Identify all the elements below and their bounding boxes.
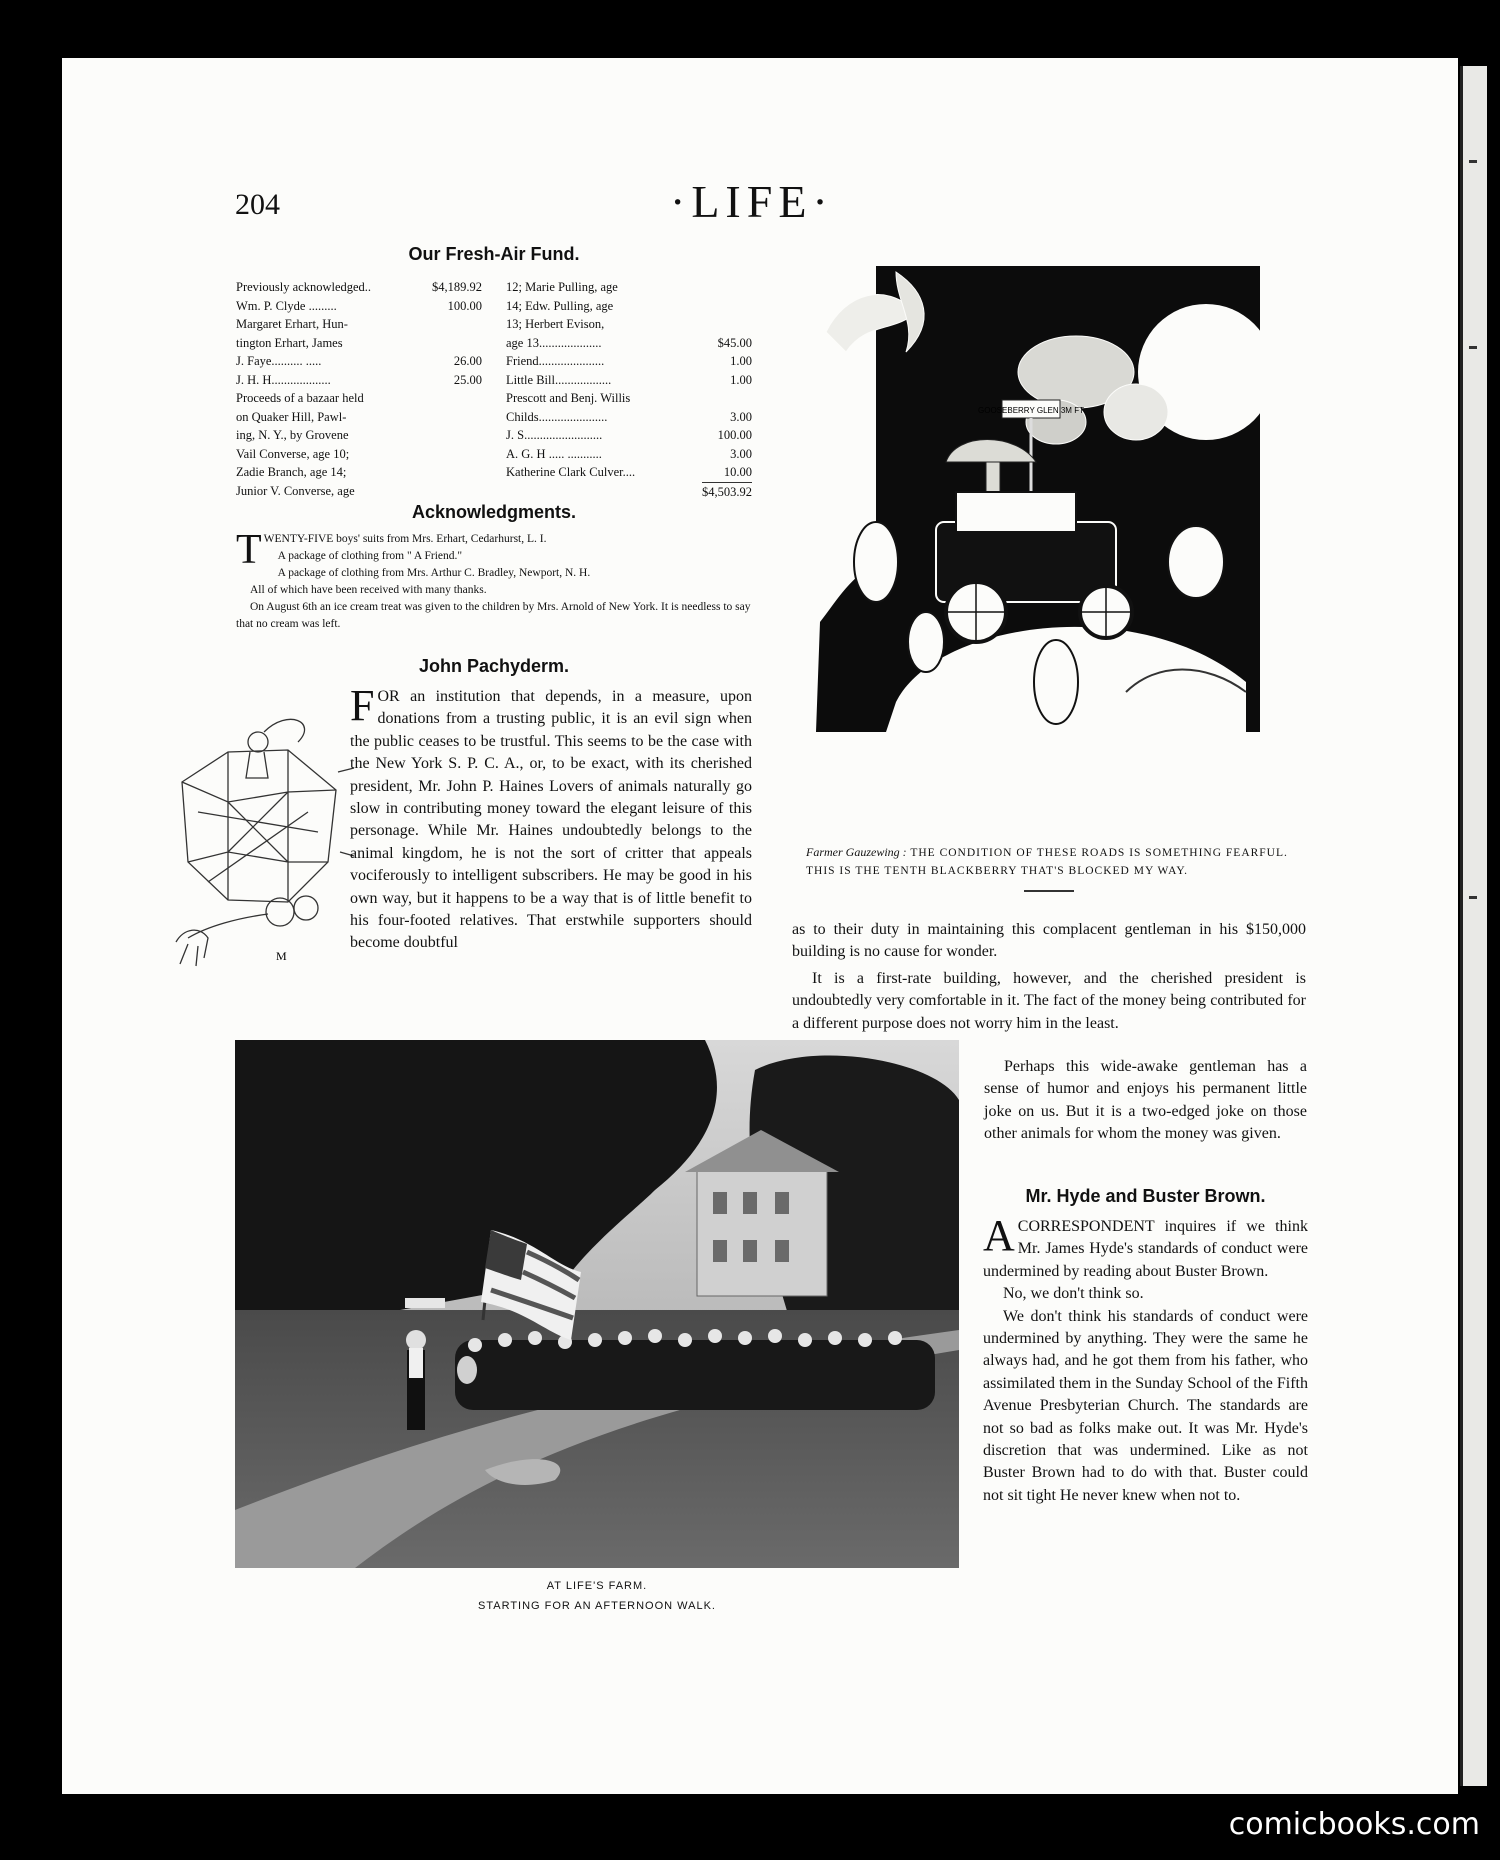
fund-donor: Junior V. Converse, age <box>236 483 355 498</box>
fund-amount <box>436 482 482 501</box>
fund-row <box>506 463 752 482</box>
acknowledgments-heading: Acknowledgments. <box>411 502 577 522</box>
photo-caption-line1: AT LIFE'S FARM. <box>546 1580 648 1592</box>
fund-donor: 14; Edw. Pulling, age <box>506 298 614 313</box>
fund-donor: Friend..................... <box>506 354 605 368</box>
fund-donor: J. H. H................... <box>236 372 331 387</box>
jp-continued-paragraph: Perhaps this wide-awake gentleman has a sense of humor and enjoys his permanent little joke on us. But it is a two-edged joke on those other animals for whom the money was given. <box>984 1058 1307 1143</box>
fund-amount: 25.00 <box>453 372 482 387</box>
fund-row <box>236 371 482 390</box>
fund-amount: 1.00 <box>730 372 752 387</box>
fund-row <box>236 445 482 464</box>
fund-amount <box>436 426 482 445</box>
fund-row <box>236 463 482 482</box>
ack-dropcap: T <box>236 527 262 573</box>
fund-left-column <box>236 278 482 500</box>
fund-row <box>506 445 752 464</box>
fund-row <box>506 426 752 445</box>
fund-amount: $45.00 <box>717 335 752 350</box>
fund-amount <box>706 315 752 334</box>
fund-donor: Margaret Erhart, Hun- <box>236 317 348 331</box>
hyde-heading: Mr. Hyde and Buster Brown. <box>1025 1186 1266 1206</box>
fund-row <box>236 297 482 316</box>
cartoon-caption-speaker: Farmer Gauzewing : <box>806 845 907 859</box>
ack-line: A package of clothing from " A Friend." <box>277 550 463 562</box>
fund-donor: Prescott and Benj. Willis <box>506 391 631 405</box>
fund-amount <box>436 408 482 427</box>
photo-caption <box>235 1576 959 1616</box>
fund-donor: Proceeds of a bazaar held <box>236 391 364 405</box>
fund-amount: 10.00 <box>723 465 752 479</box>
fund-amount: 100.00 <box>717 428 752 442</box>
fund-donor: tington Erhart, James <box>236 335 343 350</box>
photo-caption-line2: STARTING FOR AN AFTERNOON WALK. <box>478 1600 716 1612</box>
fund-row <box>506 334 752 353</box>
john-pachyderm-text <box>236 681 752 955</box>
fund-total-row <box>506 482 752 502</box>
fund-amount: 3.00 <box>730 409 752 424</box>
fund-amount: 1.00 <box>730 354 752 368</box>
jp-continued-last <box>984 1056 1307 1146</box>
fund-donor: Katherine Clark Culver.... <box>506 465 636 479</box>
fund-row <box>506 389 752 408</box>
fund-row <box>506 315 752 334</box>
fund-amount: $4,189.92 <box>432 280 482 294</box>
fund-amount <box>436 389 482 408</box>
hyde-dropcap: A <box>983 1211 1015 1260</box>
fund-total: $4,503.92 <box>702 482 752 502</box>
page-number: 204 <box>235 188 280 221</box>
acknowledgments-text <box>236 527 752 633</box>
fund-right-column <box>506 278 752 501</box>
ack-line: All of which have been received with many thanks. <box>250 584 487 596</box>
edge-mark <box>1469 896 1477 899</box>
fund-amount: 3.00 <box>730 446 752 461</box>
hyde-paragraph: No, we don't think so. <box>1003 1285 1144 1303</box>
hyde-text <box>983 1211 1308 1507</box>
fresh-air-heading: Our Fresh-Air Fund. <box>408 244 580 264</box>
fund-amount: 100.00 <box>447 298 482 313</box>
fund-donor: Zadie Branch, age 14; <box>236 465 347 479</box>
fund-donor: 12; Marie Pulling, age <box>506 280 618 294</box>
fund-donor: on Quaker Hill, Pawl- <box>236 409 347 424</box>
jp-continued-paragraph: It is a first-rate building, however, and the cherished president is undoubtedly very comfortable in it. The fact of the money being contributed for a different purpose does not worry him in the least. <box>792 969 1306 1032</box>
edge-mark <box>1469 160 1477 163</box>
fund-row <box>236 389 482 408</box>
fund-amount <box>706 389 752 408</box>
insect-automobile-cartoon <box>806 262 1266 762</box>
fund-row <box>506 408 752 427</box>
fund-row <box>506 371 752 390</box>
fund-row <box>236 334 482 353</box>
fund-donor: A. G. H ..... ........... <box>506 446 602 461</box>
section-rule <box>1024 890 1074 892</box>
fund-donor: J. S......................... <box>506 428 603 442</box>
fund-amount <box>436 463 482 482</box>
fund-donor: 13; Herbert Evison, <box>506 317 605 331</box>
fund-donor: age 13.................... <box>506 335 602 350</box>
fund-row <box>236 315 482 334</box>
fund-donor: Vail Converse, age 10; <box>236 446 350 461</box>
john-pachyderm-heading: John Pachyderm. <box>418 656 570 676</box>
fund-amount <box>436 334 482 353</box>
fund-row <box>236 482 482 501</box>
fund-row <box>236 426 482 445</box>
ack-line: On August 6th an ice cream treat was given to the children by Mrs. Arnold of New York. It is needless to say that no cream was left. <box>236 601 751 630</box>
signpost-text: GOOSEBERRY GLEN 3M FT <box>978 406 1084 415</box>
hyde-paragraph: CORRESPONDENT inquires if we think Mr. James Hyde's standards of conduct were undermined by reading about Buster Brown. <box>983 1218 1308 1280</box>
fund-row <box>506 297 752 316</box>
hyde-paragraph: We don't think his standards of conduct were undermined by anything. They were the same he always had, and he got them from his father, who assimilated them in the Sunday School of the Fifth Avenue Presbyterian Church. The standards are not so bad as folks make out. It was Mr. Hyde's discretion that was undermined. Like as not Buster Brown had to do with that. Buster could not sit tight He never knew when not to. <box>983 1307 1308 1504</box>
fund-row <box>506 352 752 371</box>
illustration-signature: M <box>276 949 287 963</box>
farm-walk-photograph <box>235 1040 959 1568</box>
fund-donor: Little Bill.................. <box>506 372 612 387</box>
fund-donor: Previously acknowledged.. <box>236 280 372 294</box>
fund-donor: ing, N. Y., by Grovene <box>236 428 349 442</box>
fund-amount <box>706 278 752 297</box>
fund-amount: 26.00 <box>453 354 482 368</box>
watermark: comicbooks.com <box>1228 1807 1480 1842</box>
fund-amount <box>436 445 482 464</box>
fund-row <box>236 352 482 371</box>
fund-amount <box>706 297 752 316</box>
cartoon-caption-text: THE CONDITION OF THESE ROADS IS SOMETHING FEARFUL. THIS IS THE TENTH BLACKBERRY THAT'S BLOCKED MY WAY. <box>806 847 1288 877</box>
ack-line: A package of clothing from Mrs. Arthur C. Bradley, Newport, N. H. <box>277 567 591 579</box>
ack-line: WENTY-FIVE boys' suits from Mrs. Erhart, Cedarhurst, L. I. <box>263 533 547 545</box>
jp-dropcap: F <box>350 681 375 730</box>
jp-paragraph: OR an institution that depends, in a measure, upon donations from a trusting public, it is an evil sign when the public ceases to be trustful. This seems to be the case with the New York S. P. C. A., or, to be exact, with its cherished president, Mr. John P. Haines Lovers of animals naturally go slow in contributing money toward the elegant leisure of this personage. While Mr. Haines undoubtedly belongs to the animal kingdom, he is not the sort of critter that appeals vociferously to intelligent subscribers. He may be good in his own way, but it happens to be a way that is of little benefit to his four-footed relatives. That erstwhile supporters should become doubtful <box>350 688 752 952</box>
fund-row <box>506 278 752 297</box>
cartoon-caption <box>806 843 1306 880</box>
fund-row <box>236 408 482 427</box>
illustration-wrap-space <box>236 686 350 954</box>
next-page-edge <box>1460 66 1487 1786</box>
john-pachyderm-continued <box>792 919 1306 1039</box>
masthead-title: ·LIFE· <box>670 176 834 227</box>
edge-mark <box>1469 346 1477 349</box>
fund-donor: Wm. P. Clyde ......... <box>236 298 337 313</box>
fund-row <box>236 278 482 297</box>
fund-donor: Childs...................... <box>506 409 608 424</box>
fund-amount <box>436 315 482 334</box>
jp-continued-paragraph: as to their duty in maintaining this complacent gentleman in his $150,000 building is no cause for wonder. <box>792 921 1306 961</box>
fund-donor: J. Faye.......... ..... <box>236 354 322 368</box>
